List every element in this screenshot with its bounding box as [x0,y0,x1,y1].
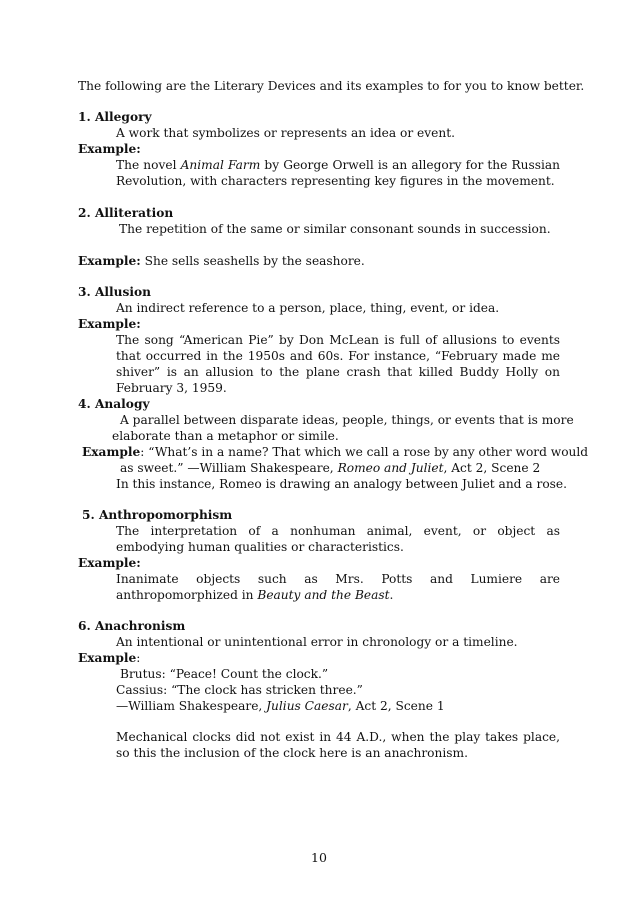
anthropomorphism-example-label: Example: [78,556,141,570]
allusion-example-label: Example: [78,317,141,331]
anachronism-explanation: Mechanical clocks did not exist in 44 A.D., when the play takes place, so this the inclusion of the clock here is an anachronism. [116,730,560,760]
analogy-example-title: Romeo and Juliet [337,461,444,475]
allegory-example: The novel Animal Farm by George Orwell is an allegory for the Russian Revolution, with characters representing key figures in the movement. [116,158,561,188]
anthropomorphism-example-title: Beauty and the Beast [257,588,390,602]
anachronism-example-label: Example: [78,651,141,665]
intro-text: The following are the Literary Devices and its examples to for you to know better. [78,79,585,93]
page-number: 10 [311,850,327,865]
analogy-example-line3: In this instance, Romeo is drawing an analogy between Juliet and a rose. [116,477,567,491]
anachronism-title: Julius Caesar [266,699,348,713]
alliteration-example: Example: She sells seashells by the seashore. [78,254,365,268]
allegory-definition: A work that symbolizes or represents an idea or event. [116,126,455,140]
allegory-heading: 1. Allegory [78,110,152,124]
allegory-example-title: Animal Farm [180,158,261,172]
analogy-example-line2: as sweet.” —William Shakespeare, Romeo and Juliet, Act 2, Scene 2 [120,461,541,475]
analogy-definition-line1: A parallel between disparate ideas, people, things, or events that is more [120,413,574,427]
allusion-definition: An indirect reference to a person, place, thing, event, or idea. [116,301,500,315]
alliteration-example-label: Example: [78,254,141,268]
alliteration-heading: 2. Alliteration [78,206,174,220]
allegory-example-label: Example: [78,142,141,156]
anachronism-attribution: —William Shakespeare, Julius Caesar, Act 2, Scene 1 [116,699,445,713]
alliteration-definition: The repetition of the same or similar consonant sounds in succession. [119,222,551,236]
analogy-example-label: Example [82,445,141,459]
anachronism-quote-cassius: Cassius: “The clock has stricken three.” [116,683,363,697]
analogy-heading: 4. Analogy [78,397,150,411]
anachronism-definition: An intentional or unintentional error in chronology or a timeline. [116,635,518,649]
allusion-example: The song “American Pie” by Don McLean is full of allusions to events that occurred in the 1950s and 60s. For instance, “February made me shiver” is an allusion to the plane crash that killed Buddy Holly on February 3, 1959. [116,333,560,395]
anthropomorphism-heading: 5. Anthropomorphism [82,508,233,522]
anachronism-quote-brutus: Brutus: “Peace! Count the clock.” [120,667,329,681]
analogy-example-line1: Example: “What’s in a name? That which we call a rose by any other word would [82,445,589,459]
anthropomorphism-example: Inanimate objects such as Mrs. Potts and Lumiere are anthropomorphized in Beauty and the Beast. [116,572,560,602]
allusion-heading: 3. Allusion [78,285,152,299]
anachronism-heading: 6. Anachronism [78,619,186,633]
analogy-definition-line2: elaborate than a metaphor or simile. [112,429,339,443]
anthropomorphism-definition: The interpretation of a nonhuman animal, event, or object as embodying human qualities or characteristics. [116,524,560,554]
